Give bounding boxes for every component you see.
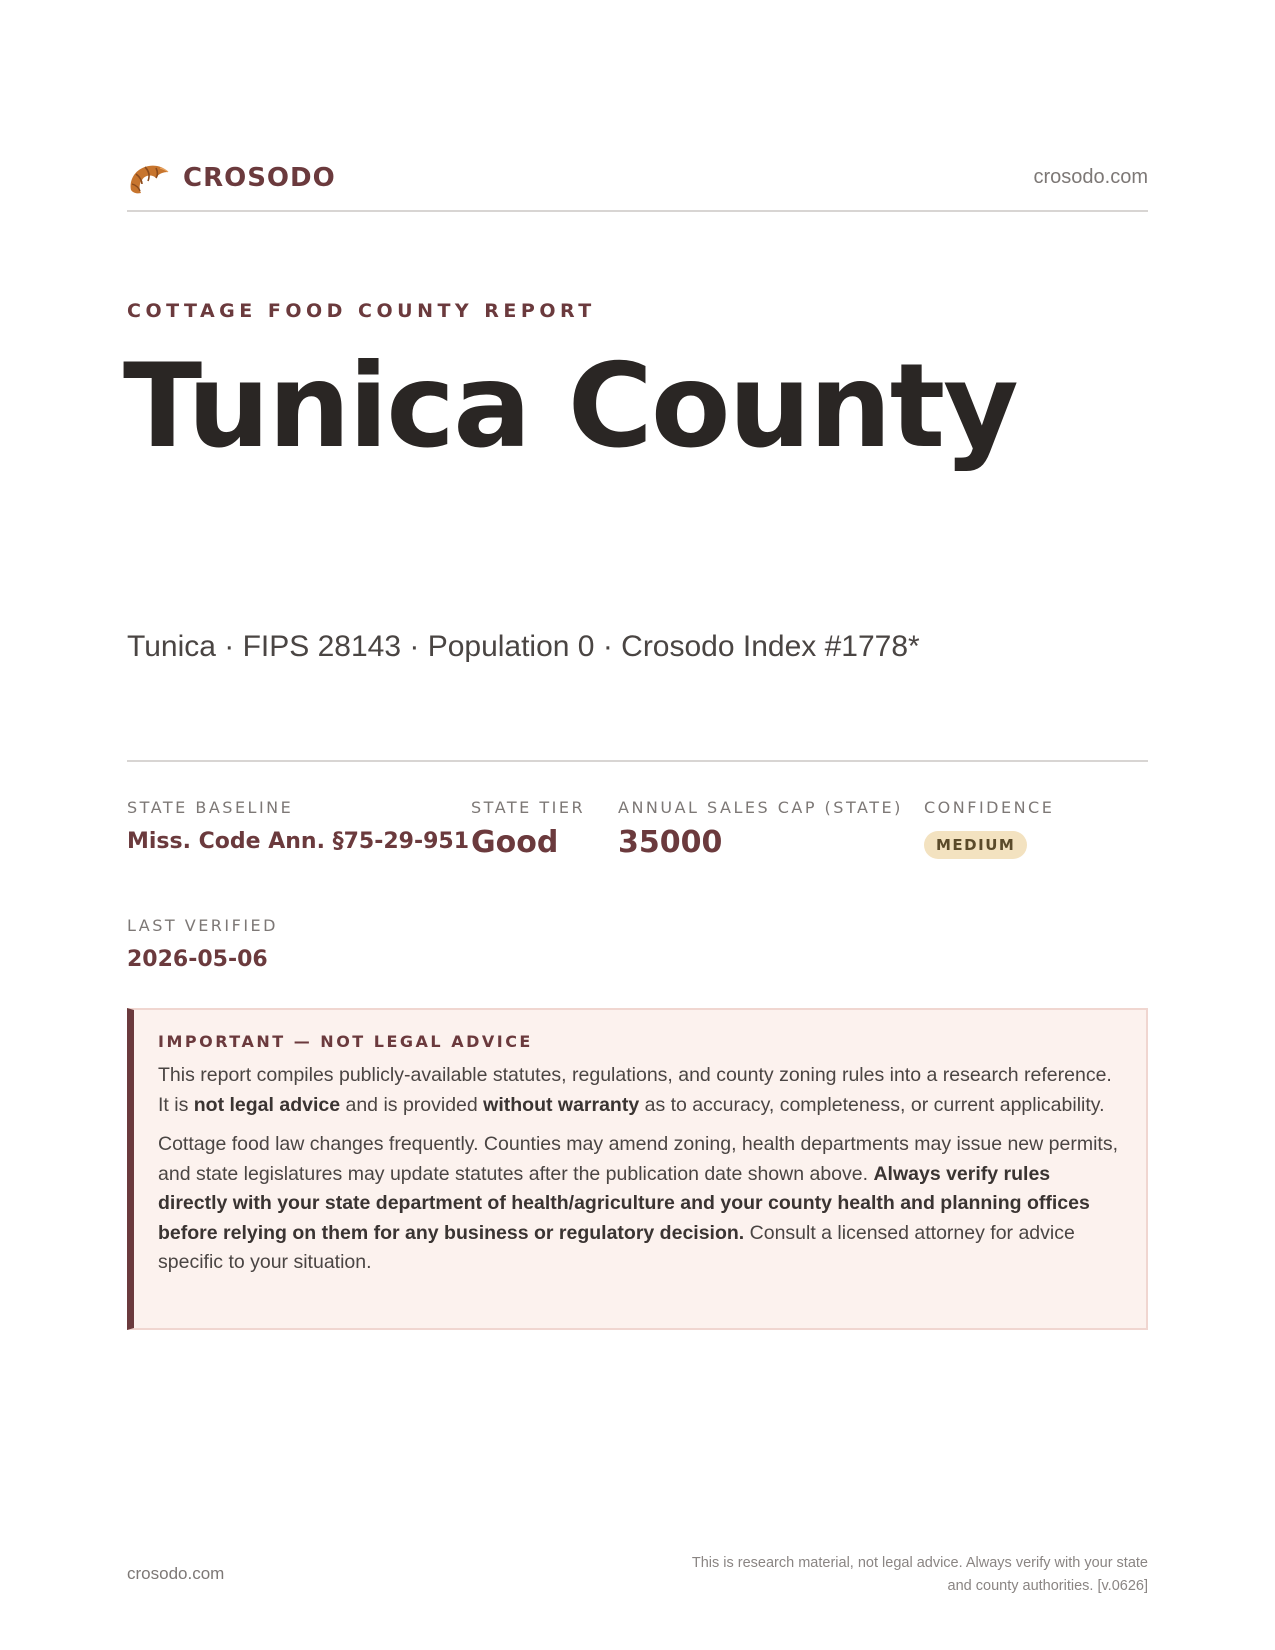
footer-disclaimer-line: and county authorities. [v.0626] (947, 1578, 1148, 1594)
county-subline: Tunica · FIPS 28143 · Population 0 · Crosodo Index #1778* (127, 630, 920, 663)
footer-disclaimer-line: This is research material, not legal advice. Always verify with your state (691, 1555, 1148, 1571)
site-url[interactable]: crosodo.com (1033, 166, 1148, 188)
brand-name: CROSODO (183, 163, 336, 193)
fact-label: STATE TIER (471, 798, 586, 817)
fact-value: Miss. Code Ann. §75-29-951 (127, 829, 470, 854)
fact-confidence (924, 798, 1054, 859)
legal-notice-box (127, 1008, 1148, 1330)
fact-state-tier (471, 798, 585, 860)
report-page (123, 0, 1148, 1650)
brand-header (127, 160, 1148, 212)
fact-label: ANNUAL SALES CAP (STATE) (618, 798, 903, 817)
fact-label: STATE BASELINE (127, 798, 294, 817)
fact-sales-cap (618, 798, 903, 860)
confidence-badge: MEDIUM (924, 831, 1027, 859)
fact-state-baseline (127, 798, 469, 854)
fact-value: 2026-05-06 (127, 947, 268, 972)
notice-paragraph-1: This report compiles publicly-available statutes, regulations, and county zoning rules into a research reference. It is not legal advice and is provided without warranty as to accuracy, completeness, or current applicability. (158, 1064, 1112, 1116)
section-divider (127, 760, 1148, 762)
notice-title: IMPORTANT — NOT LEGAL ADVICE (158, 1032, 533, 1051)
fact-last-verified (127, 916, 278, 972)
county-title: Tunica County (123, 339, 1017, 474)
notice-paragraph-2: Cottage food law changes frequently. Counties may amend zoning, health departments may issue new permits, and state legislatures may update statutes after the publication date shown above. Always verify rules directly with your state department of health/agriculture and your county health and planning offices before relying on them for any business or regulatory decision. Consult a licensed attorney for advice specific to your situation. (158, 1133, 1118, 1273)
footer-disclaimer (628, 1552, 1148, 1598)
report-eyebrow: COTTAGE FOOD COUNTY REPORT (127, 300, 596, 322)
fact-value: 35000 (618, 825, 723, 860)
croissant-icon (127, 160, 171, 198)
fact-value: Good (471, 825, 559, 860)
footer-url[interactable]: crosodo.com (127, 1564, 225, 1583)
fact-label: LAST VERIFIED (127, 916, 278, 935)
fact-label: CONFIDENCE (924, 798, 1055, 817)
